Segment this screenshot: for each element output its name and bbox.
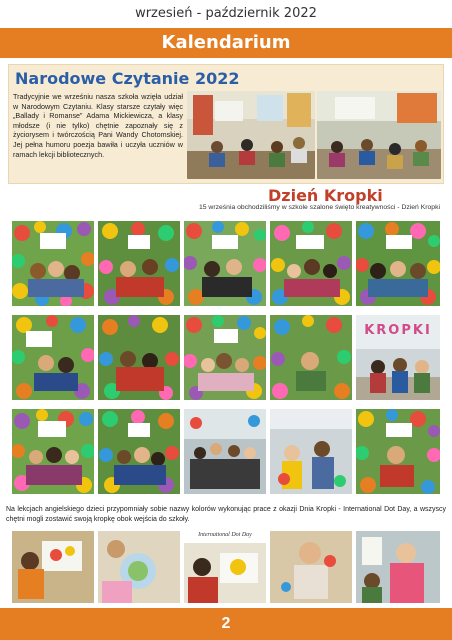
dot-frame-photo [270, 221, 352, 306]
narodowe-czytanie-box [8, 64, 444, 184]
dzien-kropki-subtitle: 15 września obchodziliśmy w szkole szalone święto kreatywności - Dzień Kropki [198, 204, 440, 211]
classroom-photo-2 [317, 91, 441, 179]
dot-frame-photo [98, 409, 180, 494]
classroom-photo-1 [187, 91, 315, 179]
drawing-photo [12, 531, 94, 603]
section-title: Kalendarium [0, 28, 452, 58]
dot-frame-photo [184, 315, 266, 400]
dot-frame-photo [98, 221, 180, 306]
dot-frame-photo [12, 221, 94, 306]
drawing-photo [356, 531, 440, 603]
dot-frame-photo [184, 221, 266, 306]
issue-date: wrzesień - październik 2022 [135, 6, 317, 21]
international-dot-day-label: International Dot Day [198, 532, 252, 538]
narodowe-czytanie-title: Narodowe Czytanie 2022 [15, 69, 240, 88]
page-number: 2 [0, 608, 452, 640]
narodowe-czytanie-text: Tradycyjnie we wrześniu nasza szkoła wzięła udział w Narodowym Czytaniu. Klasy starsze czytały więc „Ballady i Romanse” Adama Mickiewicza, a klasy młodsze (i nie tylko) chętnie zapoznały się z życiorysem i twórczością Pani Wandy Chotomskiej. Jej pełna humoru poezja bawiła i uczyła uczniów w ramach lekcji bibliotecznych. [13, 92, 183, 159]
dot-frame-photo [356, 221, 440, 306]
dot-frame-photo [270, 315, 352, 400]
drawing-photo [98, 531, 180, 603]
dot-frame-photo [12, 315, 94, 400]
kropki-sign: KROPKI [364, 323, 432, 338]
dzien-kropki-title: Dzień Kropki [268, 186, 383, 205]
dot-frame-photo [98, 315, 180, 400]
international-dot-day-photo [184, 531, 266, 603]
dot-frame-photo [12, 409, 94, 494]
kropki-sign-photo [270, 409, 352, 494]
drawing-photo [270, 531, 352, 603]
dot-day-caption: Na lekcjach angielskiego dzieci przypomniały sobie nazwy kolorów wykonując prace z okazji Dnia Kropki - International Dot Day, a wszyscy chętni mogli zostawić swoją kropkę obok wejścia do szkoły. [6, 506, 446, 523]
dot-frame-photo [356, 409, 440, 494]
kropki-sign-photo [356, 315, 440, 400]
group-photo [184, 409, 266, 494]
